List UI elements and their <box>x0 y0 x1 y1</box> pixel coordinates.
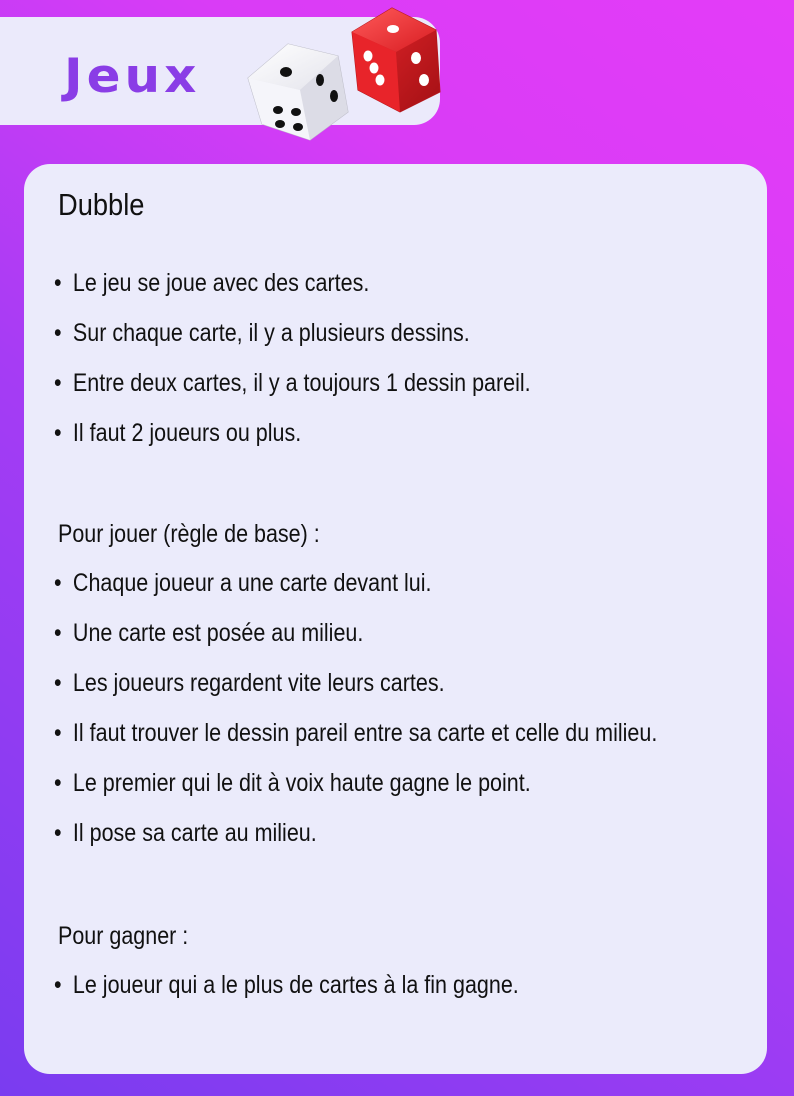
list-item: • Chaque joueur a une carte devant lui. <box>54 569 432 597</box>
list-item: • Une carte est posée au milieu. <box>54 619 364 647</box>
list-item: • Le joueur qui a le plus de cartes à la fin gagne. <box>54 971 519 999</box>
win-list <box>54 971 594 1021</box>
intro-list <box>54 269 608 469</box>
list-item: • Il faut 2 joueurs ou plus. <box>54 419 302 447</box>
play-list <box>54 569 756 869</box>
list-item: • Le premier qui le dit à voix haute gagne le point. <box>54 769 531 797</box>
list-item: • Sur chaque carte, il y a plusieurs dessins. <box>54 319 470 347</box>
red-die-icon <box>352 8 440 112</box>
rules-card <box>24 164 767 1074</box>
play-heading: Pour jouer (règle de base) : <box>58 520 320 548</box>
white-die-icon <box>248 44 348 140</box>
game-title: Dubble <box>58 187 145 222</box>
win-heading: Pour gagner : <box>58 922 189 950</box>
list-item: • Entre deux cartes, il y a toujours 1 dessin pareil. <box>54 369 531 397</box>
list-item: • Les joueurs regardent vite leurs cartes. <box>54 669 445 697</box>
header-title: Jeux <box>64 48 201 104</box>
dice-icon <box>240 0 450 150</box>
list-item: • Il pose sa carte au milieu. <box>54 819 317 847</box>
list-item: • Le jeu se joue avec des cartes. <box>54 269 370 297</box>
list-item: • Il faut trouver le dessin pareil entre sa carte et celle du milieu. <box>54 719 658 747</box>
